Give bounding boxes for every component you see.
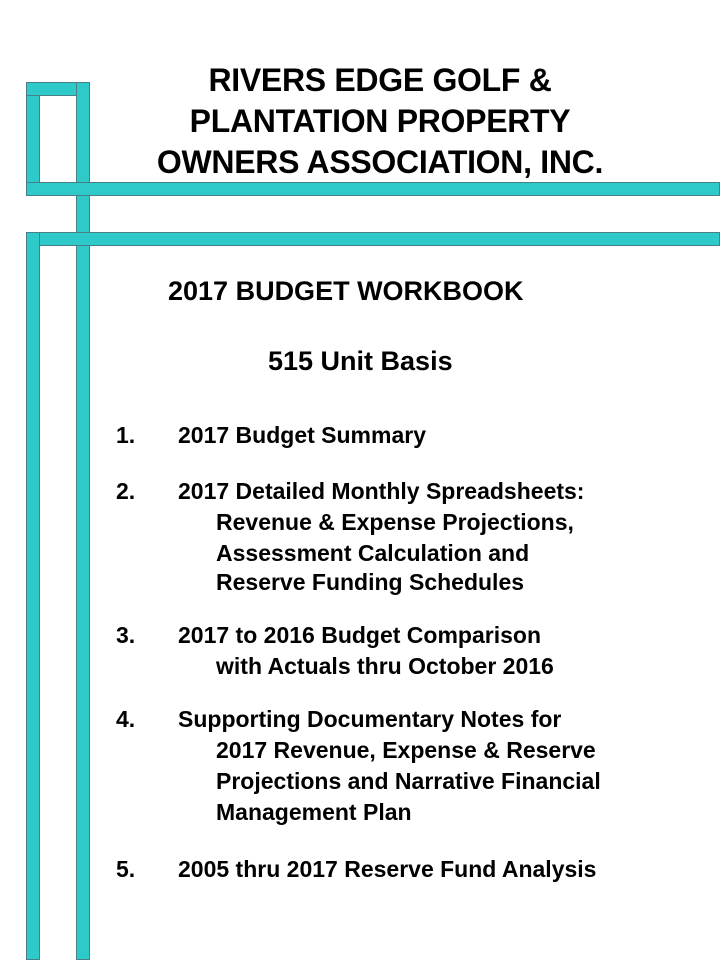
contents-item-number: 2. (116, 478, 136, 504)
contents-item-number: 4. (116, 706, 136, 732)
contents-item-line: Revenue & Expense Projections, (216, 509, 574, 535)
contents-item-line: Management Plan (216, 799, 412, 825)
contents-item-line: 2017 to 2016 Budget Comparison (178, 622, 541, 648)
contents-item-line: Reserve Funding Schedules (216, 569, 525, 595)
contents-item-line: 2017 Revenue, Expense & Reserve (216, 737, 596, 763)
contents-item-line: 2005 thru 2017 Reserve Fund Analysis (178, 856, 597, 882)
contents-item-line: 2017 Detailed Monthly Spreadsheets: (178, 478, 585, 504)
frame-lower-horizontal (26, 232, 720, 246)
organization-title-line-2: PLANTATION PROPERTY (189, 103, 571, 139)
frame-inner-vertical (76, 82, 90, 960)
organization-title-line-1: RIVERS EDGE GOLF & (208, 62, 552, 98)
organization-title (100, 60, 660, 183)
frame-outer-vertical (26, 232, 40, 960)
frame-upper-horizontal (26, 182, 720, 196)
contents-item-line: 2017 Budget Summary (178, 422, 426, 448)
unit-basis: 515 Unit Basis (268, 346, 453, 376)
contents-item-number: 1. (116, 422, 136, 448)
contents-item-line: with Actuals thru October 2016 (216, 653, 554, 679)
frame-top-left-vertical (26, 82, 40, 192)
contents-item-number: 5. (116, 856, 136, 882)
organization-title-line-3: OWNERS ASSOCIATION, INC. (156, 144, 604, 180)
contents-item-line: Assessment Calculation and (216, 540, 530, 566)
contents-item-line: Supporting Documentary Notes for (178, 706, 562, 732)
contents-item-number: 3. (116, 622, 136, 648)
contents-item-line: Projections and Narrative Financial (216, 768, 601, 794)
workbook-title: 2017 BUDGET WORKBOOK (168, 276, 524, 306)
